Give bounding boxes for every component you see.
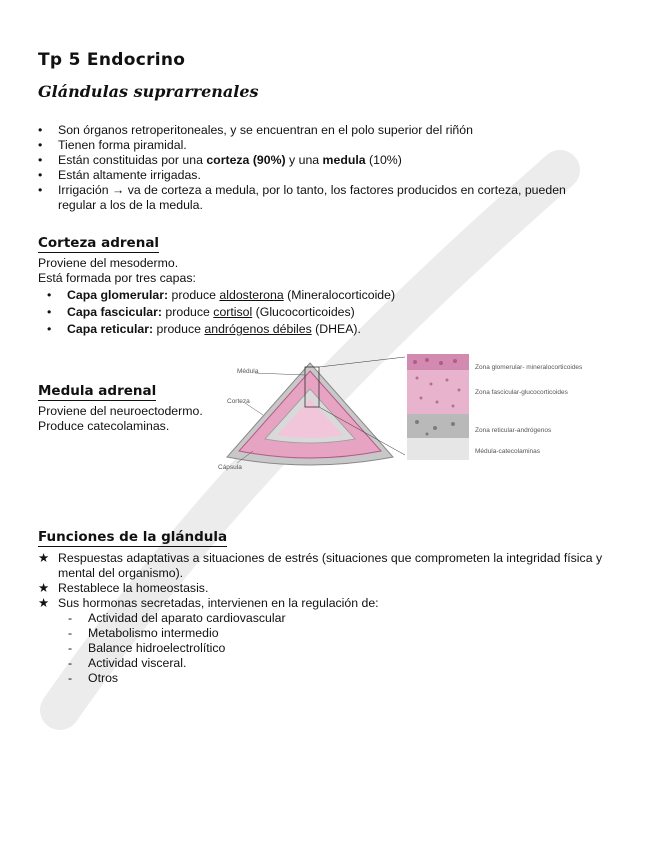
funciones-list	[38, 551, 623, 611]
histology-section	[407, 354, 469, 460]
corteza-line-2: Está formada por tres capas:	[38, 271, 196, 285]
funciones-sublist	[68, 611, 468, 686]
list-item: - Otros	[68, 671, 119, 685]
list-item: ★ Restablece la homeostasis.	[38, 581, 209, 595]
list-item: ★ Sus hormonas secretadas, intervienen en la regulación de:	[38, 596, 379, 610]
corteza-line-1: Proviene del mesodermo.	[38, 256, 179, 270]
list-item: • Irrigación → va de corteza a medula, por lo tanto, los factores producidos en corteza, pueden regular a los de la medula.	[38, 183, 566, 212]
intro-bullet-list	[38, 123, 598, 213]
list-item: • Están altamente irrigadas.	[38, 168, 201, 182]
zone-reticular-label: Zona reticular-andrógenos	[475, 427, 552, 434]
page-title: Tp 5 Endocrino	[38, 50, 186, 70]
list-item: ★ Respuestas adaptativas a situaciones de estrés (situaciones que comprometen la integridad física y mental del organismo).	[38, 551, 603, 580]
corteza-bullet-list	[47, 287, 567, 338]
label-capsula: Cápsula	[218, 464, 242, 471]
list-item: • Capa reticular: produce andrógenos débiles (DHEA).	[47, 322, 361, 336]
zone-fascicular-label: Zona fascicular-glucocorticoides	[475, 389, 568, 396]
list-item: • Capa glomerular: produce aldosterona (Mineralocorticoide)	[47, 288, 396, 302]
list-item: - Actividad del aparato cardiovascular	[68, 611, 286, 625]
zone-glomerular-label: Zona glomerular- mineralocorticoides	[475, 364, 583, 371]
list-item: • Tienen forma piramidal.	[38, 138, 187, 152]
medula-line-1: Proviene del neuroectodermo.	[38, 404, 203, 418]
list-item: - Balance hidroelectrolítico	[68, 641, 226, 655]
corteza-heading: Corteza adrenal	[38, 235, 160, 251]
zone-medula-label: Médula-catecolaminas	[475, 448, 541, 455]
funciones-heading: Funciones de la glándula	[38, 529, 228, 545]
label-medula: Médula	[237, 368, 259, 375]
list-item: • Son órganos retroperitoneales, y se encuentran en el polo superior del riñón	[38, 123, 473, 137]
medula-line-2: Produce catecolaminas.	[38, 419, 170, 433]
list-item: • Capa fascicular: produce cortisol (Glucocorticoides)	[47, 305, 355, 319]
list-item: • Están constituidas por una corteza (90%) y una medula (10%)	[38, 153, 402, 167]
label-corteza: Corteza	[227, 398, 250, 405]
list-item: - Metabolismo intermedio	[68, 626, 219, 640]
medula-heading: Medula adrenal	[38, 383, 157, 399]
list-item: - Actividad visceral.	[68, 656, 187, 670]
page-subtitle: Glándulas suprarrenales	[38, 82, 259, 101]
